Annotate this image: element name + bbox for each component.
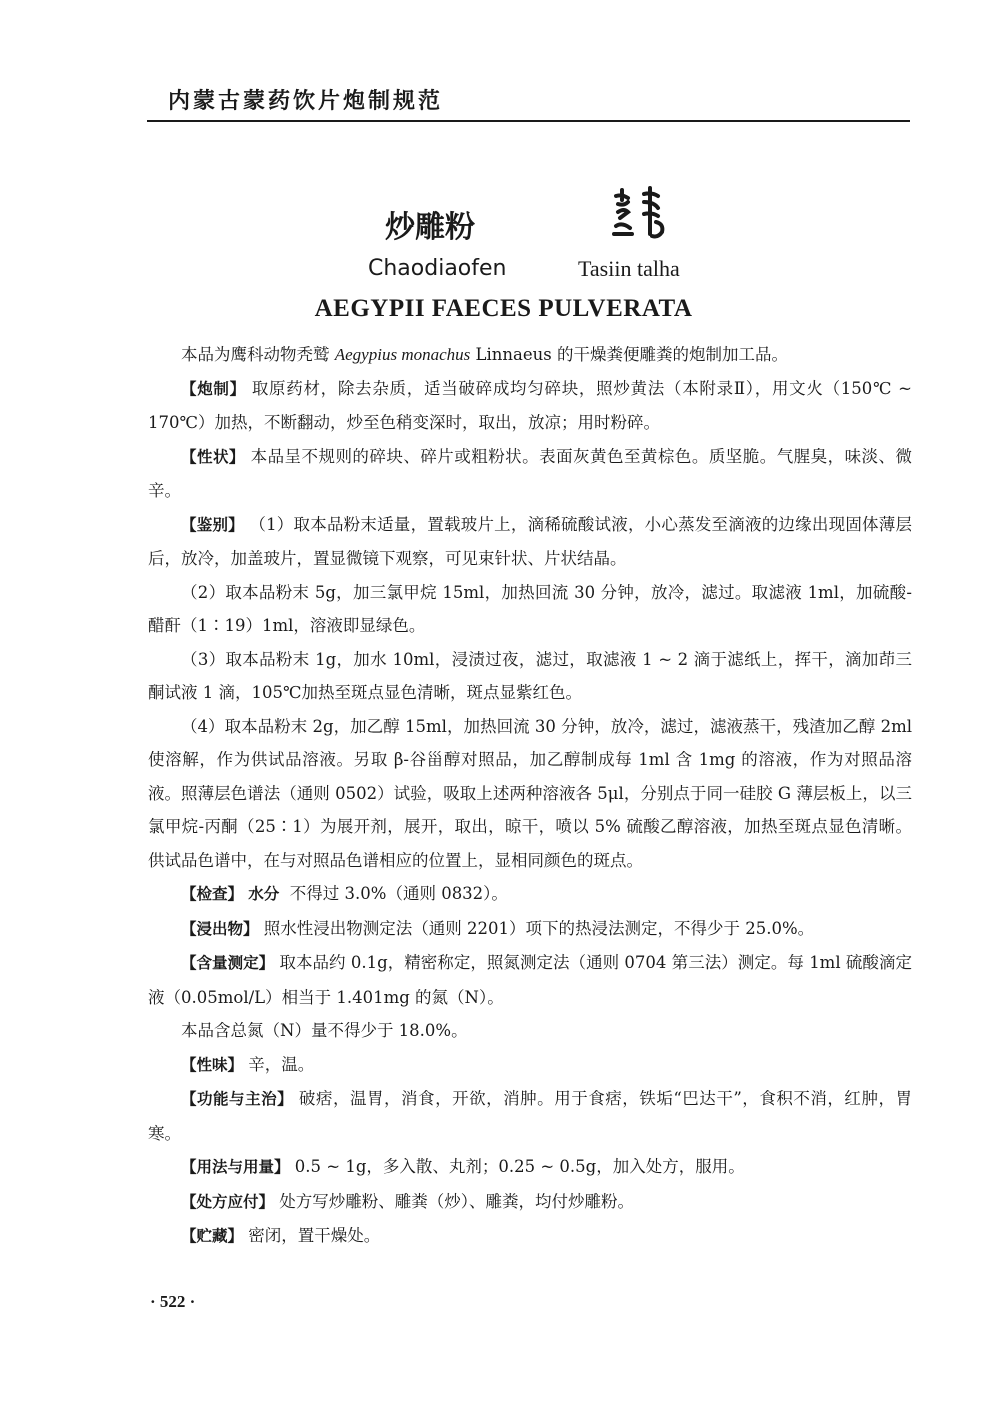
species-name: Aegypius monachus	[334, 345, 471, 364]
title-pinyin: Chaodiaofen	[368, 256, 507, 281]
section-prescription	[148, 1185, 912, 1220]
section-text: 取原药材，除去杂质，适当破碎成均匀碎块，照炒黄法（本附录Ⅱ），用文火（150℃ ~ 170℃）加热，不断翻动，炒至色稍变深时，取出，放凉；用时粉碎。	[148, 378, 912, 432]
section-label: 【处方应付】	[181, 1192, 275, 1211]
identification-item-4: （4）取本品粉末 2g，加乙醇 15ml，加热回流 30 分钟，放冷，滤过，滤液蒸干，残渣加乙醇 2ml 使溶解，作为供试品溶液。另取 β-谷甾醇对照品，加乙醇制成每 1ml 含 1mg 的溶液，作为对照品溶液。照薄层色谱法（通则 0502）试验，吸取上述两种溶液各 5μl，分别点于同一硅胶 G 薄层板上，以三氯甲烷-丙酮（25∶1）为展开剂，展开，取出，晾干，喷以 5% 硫酸乙醇溶液，加热至斑点显色清晰。供试品色谱中，在与对照品色谱相应的位置上，显相同颜色的斑点。	[148, 716, 912, 870]
section-nature	[148, 1048, 912, 1083]
section-label: 【浸出物】	[181, 919, 259, 938]
title-latin: AEGYPII FAECES PULVERATA	[314, 295, 693, 322]
section-text: 辛，温。	[248, 1054, 315, 1074]
header-rule	[147, 120, 910, 122]
section-storage	[148, 1219, 912, 1254]
identification-item-2: （2）取本品粉末 5g，加三氯甲烷 15ml，加热回流 30 分钟，放冷，滤过。取滤液 1ml，加硫酸-醋酐（1∶19）1ml，溶液即显绿色。	[148, 582, 912, 635]
intro-paragraph	[148, 338, 912, 372]
running-head: 内蒙古蒙药饮片炮制规范	[168, 89, 444, 114]
mongolian-script-title	[610, 186, 670, 242]
section-text: 0.5 ~ 1g，多入散、丸剂；0.25 ~ 0.5g，加入处方，服用。	[294, 1157, 745, 1176]
section-text: 取本品约 0.1g，精密称定，照氮测定法（通则 0704 第三法）测定。每 1ml 硫酸滴定液（0.05mol/L）相当于 1.401mg 的氮（N）。	[148, 953, 912, 1007]
title-mongolian-latin: Tasiin talha	[578, 256, 680, 281]
section-processing	[148, 372, 912, 440]
section-text: 密闭，置干燥处。	[248, 1226, 381, 1245]
section-inspection	[148, 877, 912, 912]
section-label: 【检查】	[181, 885, 244, 903]
intro-pre: 本品为鹰科动物秃鹫	[181, 345, 335, 364]
intro-post: Linnaeus 的干燥粪便雕粪的炮制加工品。	[470, 345, 788, 364]
monograph-body	[148, 338, 912, 1254]
section-label: 【用法与用量】	[181, 1158, 290, 1176]
section-label: 【功能与主治】	[181, 1090, 294, 1108]
section-label: 【性状】	[181, 447, 245, 466]
section-functions	[148, 1082, 912, 1150]
section-text: 本品呈不规则的碎块、碎片或粗粉状。表面灰黄色至黄棕色。质坚脆。气腥臭，味淡、微辛。	[148, 446, 912, 500]
section-label: 【性味】	[181, 1055, 244, 1074]
section-text: 处方写炒雕粉、雕粪（炒）、雕粪，均付炒雕粉。	[279, 1191, 635, 1211]
section-identification	[148, 508, 912, 576]
section-assay	[148, 946, 912, 1014]
title-chinese: 炒雕粉	[385, 210, 475, 245]
section-label: 【鉴别】	[181, 515, 244, 534]
identification-item-1: （1）取本品粉末适量，置载玻片上，滴稀硫酸试液，小心蒸发至滴液的边缘出现固体薄层后，放冷，加盖玻片，置显微镜下观察，可见束针状、片状结晶。	[148, 514, 912, 568]
identification-item-3: （3）取本品粉末 1g，加水 10ml，浸渍过夜，滤过，取滤液 1 ~ 2 滴于滤纸上，挥干，滴加茚三酮试液 1 滴，105℃加热至斑点显色清晰，斑点显紫红色。	[148, 649, 912, 702]
assay-limit: 本品含总氮（N）量不得少于 18.0%。	[181, 1021, 468, 1040]
section-text: 不得过 3.0%（通则 0832）。	[289, 884, 508, 903]
inspection-sub-label: 水分	[248, 885, 280, 903]
section-label: 【炮制】	[181, 379, 246, 398]
page-number: · 522 ·	[150, 1292, 196, 1311]
section-usage	[148, 1150, 912, 1185]
section-text: 破痞，温胃，消食，开欲，消肿。用于食痞，铁垢“巴达干”，食积不消，红肿，胃寒。	[148, 1089, 912, 1143]
section-extract	[148, 912, 912, 947]
section-text: 照水性浸出物测定法（通则 2201）项下的热浸法测定，不得少于 25.0%。	[263, 918, 815, 938]
section-label: 【含量测定】	[181, 954, 275, 972]
section-description	[148, 440, 912, 508]
section-label: 【贮藏】	[181, 1227, 244, 1245]
